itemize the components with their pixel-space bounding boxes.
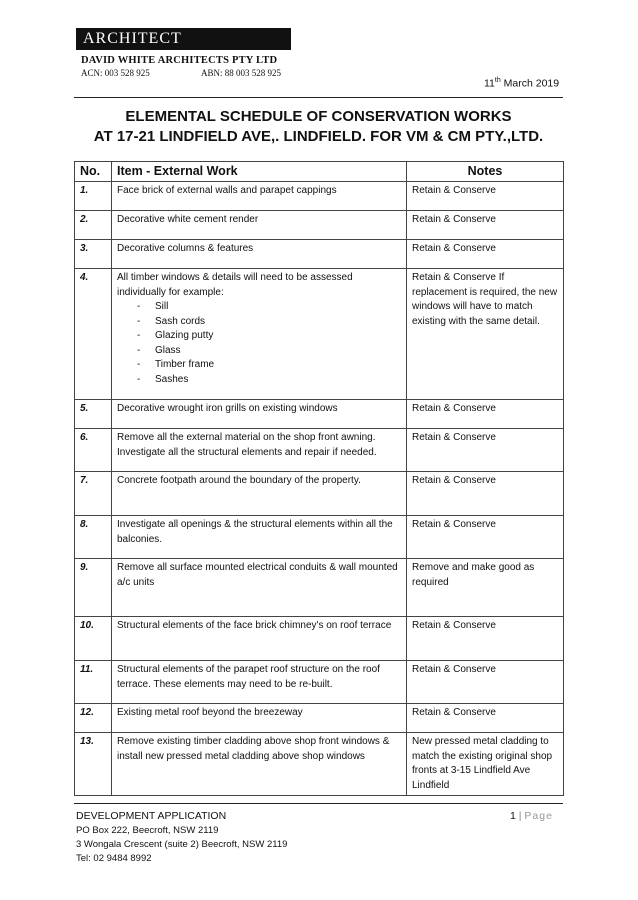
row-number: 10. <box>75 617 112 661</box>
logo-text: ARCHITECT <box>83 30 182 47</box>
column-header-no: No. <box>75 162 112 182</box>
list-item: - Sashes <box>137 373 401 388</box>
document-title-line1: ELEMENTAL SCHEDULE OF CONSERVATION WORKS <box>125 108 512 125</box>
page-separator: | <box>515 810 525 822</box>
table-row <box>75 516 564 559</box>
row-notes: Retain & Conserve <box>407 617 564 661</box>
list-item: - Glass <box>137 344 401 359</box>
row-number: 13. <box>75 733 112 796</box>
table-row <box>75 733 564 796</box>
row-number: 3. <box>75 240 112 269</box>
row-number: 6. <box>75 429 112 472</box>
row-number: 2. <box>75 211 112 240</box>
row-item: Remove all surface mounted electrical conduits & wall mounted a/c units <box>112 559 407 617</box>
date-rest: March 2019 <box>500 77 560 90</box>
table-row <box>75 559 564 617</box>
column-header-notes: Notes <box>407 162 564 182</box>
row-item: Structural elements of the face brick chimney's on roof terrace <box>112 617 407 661</box>
row-item: Remove all the external material on the shop front awning. Investigate all the structural elements and repair if needed. <box>112 429 407 472</box>
row-item: Structural elements of the parapet roof structure on the roof terrace. These elements may need to be re-built. <box>112 661 407 704</box>
acn-number: ACN: 003 528 925 <box>81 68 150 78</box>
row-notes: New pressed metal cladding to match the existing original shop fronts at 3-15 Lindfield Ave Lindfield <box>407 733 564 796</box>
row-item-with-details <box>112 269 407 400</box>
row-notes: Remove and make good as required <box>407 559 564 617</box>
window-details-list <box>117 300 401 387</box>
row-notes: Retain & Conserve <box>407 211 564 240</box>
table-row <box>75 704 564 733</box>
column-header-item: Item - External Work <box>112 162 407 182</box>
footer-address: 3 Wongala Crescent (suite 2) Beecroft, NSW 2119 <box>76 839 288 850</box>
row-item: Face brick of external walls and parapet cappings <box>112 182 407 211</box>
table-row <box>75 472 564 516</box>
firm-name: DAVID WHITE ARCHITECTS PTY LTD <box>81 55 278 66</box>
table-row <box>75 269 564 400</box>
row-item: Existing metal roof beyond the breezeway <box>112 704 407 733</box>
row-notes: Retain & Conserve <box>407 704 564 733</box>
footer-po-box: PO Box 222, Beecroft, NSW 2119 <box>76 825 219 836</box>
page-label: Page <box>524 810 553 822</box>
row-number: 8. <box>75 516 112 559</box>
row-number: 7. <box>75 472 112 516</box>
row-number: 4. <box>75 269 112 400</box>
table-header-row <box>75 162 564 182</box>
document-date <box>484 77 559 90</box>
page-number: 1 <box>510 810 516 822</box>
table-row <box>75 211 564 240</box>
row-number: 11. <box>75 661 112 704</box>
footer-divider <box>74 803 563 804</box>
row-notes: Retain & Conserve <box>407 400 564 429</box>
date-day: 11 <box>484 77 495 90</box>
row-number: 1. <box>75 182 112 211</box>
list-item: - Timber frame <box>137 358 401 373</box>
abn-number: ABN: 88 003 528 925 <box>201 68 282 78</box>
row-item: All timber windows & details will need to be assessed individually for example: <box>117 272 353 298</box>
row-number: 9. <box>75 559 112 617</box>
row-item: Decorative white cement render <box>112 211 407 240</box>
row-notes: Retain & Conserve <box>407 182 564 211</box>
table-row <box>75 400 564 429</box>
row-notes: Retain & Conserve <box>407 429 564 472</box>
row-notes: Retain & Conserve <box>407 472 564 516</box>
list-item: - Sill <box>137 300 401 315</box>
row-item: Concrete footpath around the boundary of the property. <box>112 472 407 516</box>
row-item: Decorative columns & features <box>112 240 407 269</box>
table-row <box>75 661 564 704</box>
footer-phone: Tel: 02 9484 8992 <box>76 853 152 864</box>
date-suffix: th <box>494 77 501 84</box>
row-notes: Retain & Conserve If replacement is required, the new windows will have to match existing with the same detail. <box>407 269 564 400</box>
conservation-schedule-table <box>74 161 564 796</box>
row-notes: Retain & Conserve <box>407 240 564 269</box>
page-indicator <box>510 810 553 822</box>
footer-title: DEVELOPMENT APPLICATION <box>76 810 227 822</box>
row-item: Decorative wrought iron grills on existing windows <box>112 400 407 429</box>
row-item: Remove existing timber cladding above shop front windows & install new pressed metal cladding above shop windows <box>112 733 407 796</box>
table-row <box>75 429 564 472</box>
row-notes: Retain & Conserve <box>407 661 564 704</box>
table-row <box>75 182 564 211</box>
header-divider <box>74 97 563 98</box>
table-row <box>75 617 564 661</box>
row-number: 12. <box>75 704 112 733</box>
table-row <box>75 240 564 269</box>
row-notes: Retain & Conserve <box>407 516 564 559</box>
list-item: - Glazing putty <box>137 329 401 344</box>
document-title-line2: AT 17-21 LINDFIELD AVE,. LINDFIELD. FOR VM & CM PTY.,LTD. <box>93 128 544 145</box>
row-item: Investigate all openings & the structural elements within all the balconies. <box>112 516 407 559</box>
row-number: 5. <box>75 400 112 429</box>
list-item: - Sash cords <box>137 315 401 330</box>
